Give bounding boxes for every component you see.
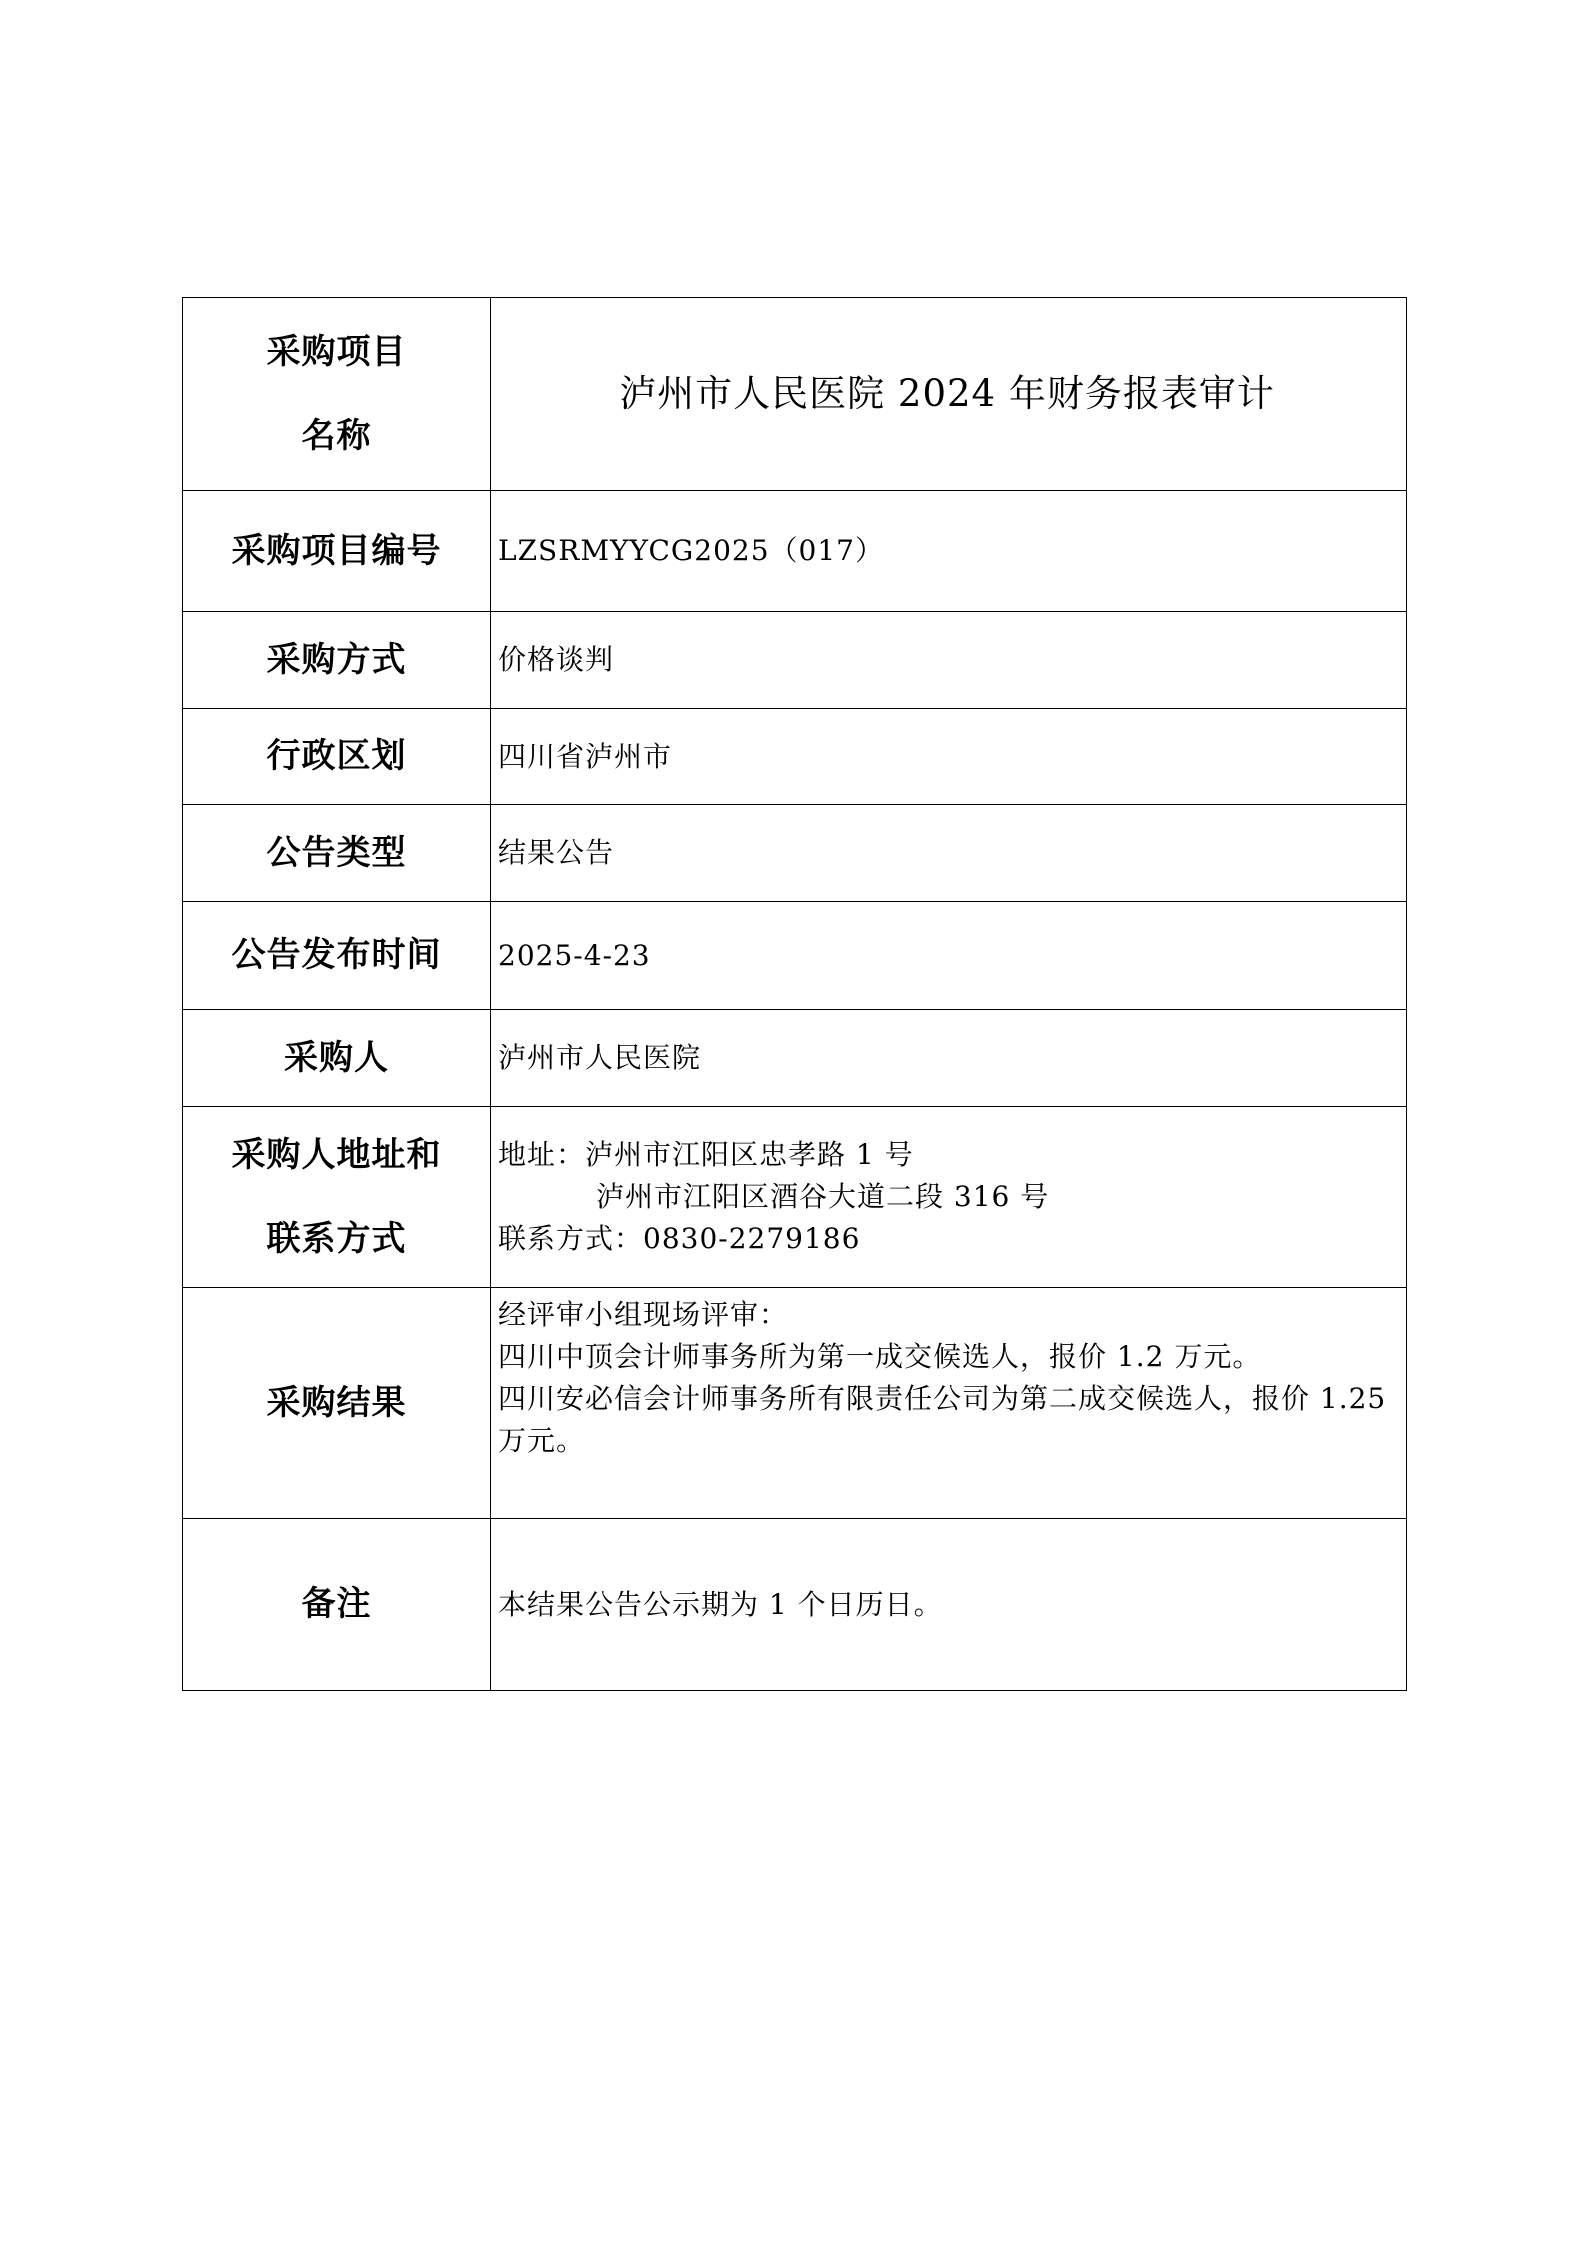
result-line1: 经评审小组现场评审： — [498, 1298, 789, 1331]
label-method: 采购方式 — [183, 612, 491, 709]
row-project-name — [183, 298, 1407, 491]
row-contact — [183, 1107, 1407, 1288]
row-publish-time — [183, 902, 1407, 1010]
contact-address-line2: 泸州市江阳区酒谷大道二段 316 号 — [596, 1180, 1050, 1213]
row-notice-type — [183, 805, 1407, 902]
result-line3: 四川安必信会计师事务所有限责任公司为第二成交候选人，报价 1.25 万元。 — [498, 1382, 1387, 1457]
label-publish-time: 公告发布时间 — [183, 902, 491, 1010]
label-region: 行政区划 — [183, 709, 491, 805]
label-remarks: 备注 — [183, 1519, 491, 1691]
value-project-number: LZSRMYYCG2025（017） — [491, 491, 1407, 612]
row-region — [183, 709, 1407, 805]
row-remarks — [183, 1519, 1407, 1691]
row-result — [183, 1288, 1407, 1519]
value-contact — [491, 1107, 1407, 1288]
contact-phone: 联系方式：0830-2279186 — [498, 1222, 861, 1255]
label-contact-line1: 采购人地址和 — [231, 1135, 442, 1175]
row-purchaser — [183, 1010, 1407, 1107]
label-notice-type: 公告类型 — [183, 805, 491, 902]
row-method — [183, 612, 1407, 709]
label-result: 采购结果 — [183, 1288, 491, 1519]
contact-address-line1: 地址：泸州市江阳区忠孝路 1 号 — [498, 1138, 914, 1171]
label-project-name — [183, 298, 491, 491]
value-region: 四川省泸州市 — [491, 709, 1407, 805]
label-project-number: 采购项目编号 — [183, 491, 491, 612]
value-project-name: 泸州市人民医院 2024 年财务报表审计 — [491, 298, 1407, 491]
label-contact-line2: 联系方式 — [266, 1219, 407, 1259]
value-purchaser: 泸州市人民医院 — [491, 1010, 1407, 1107]
procurement-result-table — [182, 297, 1407, 1691]
label-project-name-line1: 采购项目 — [266, 332, 407, 372]
value-remarks: 本结果公告公示期为 1 个日历日。 — [491, 1519, 1407, 1691]
result-line2: 四川中顶会计师事务所为第一成交候选人，报价 1.2 万元。 — [498, 1340, 1262, 1373]
label-purchaser: 采购人 — [183, 1010, 491, 1107]
value-result — [491, 1288, 1407, 1519]
label-project-name-line2: 名称 — [301, 416, 372, 456]
label-contact — [183, 1107, 491, 1288]
value-publish-time: 2025-4-23 — [491, 902, 1407, 1010]
value-method: 价格谈判 — [491, 612, 1407, 709]
value-notice-type: 结果公告 — [491, 805, 1407, 902]
row-project-number — [183, 491, 1407, 612]
